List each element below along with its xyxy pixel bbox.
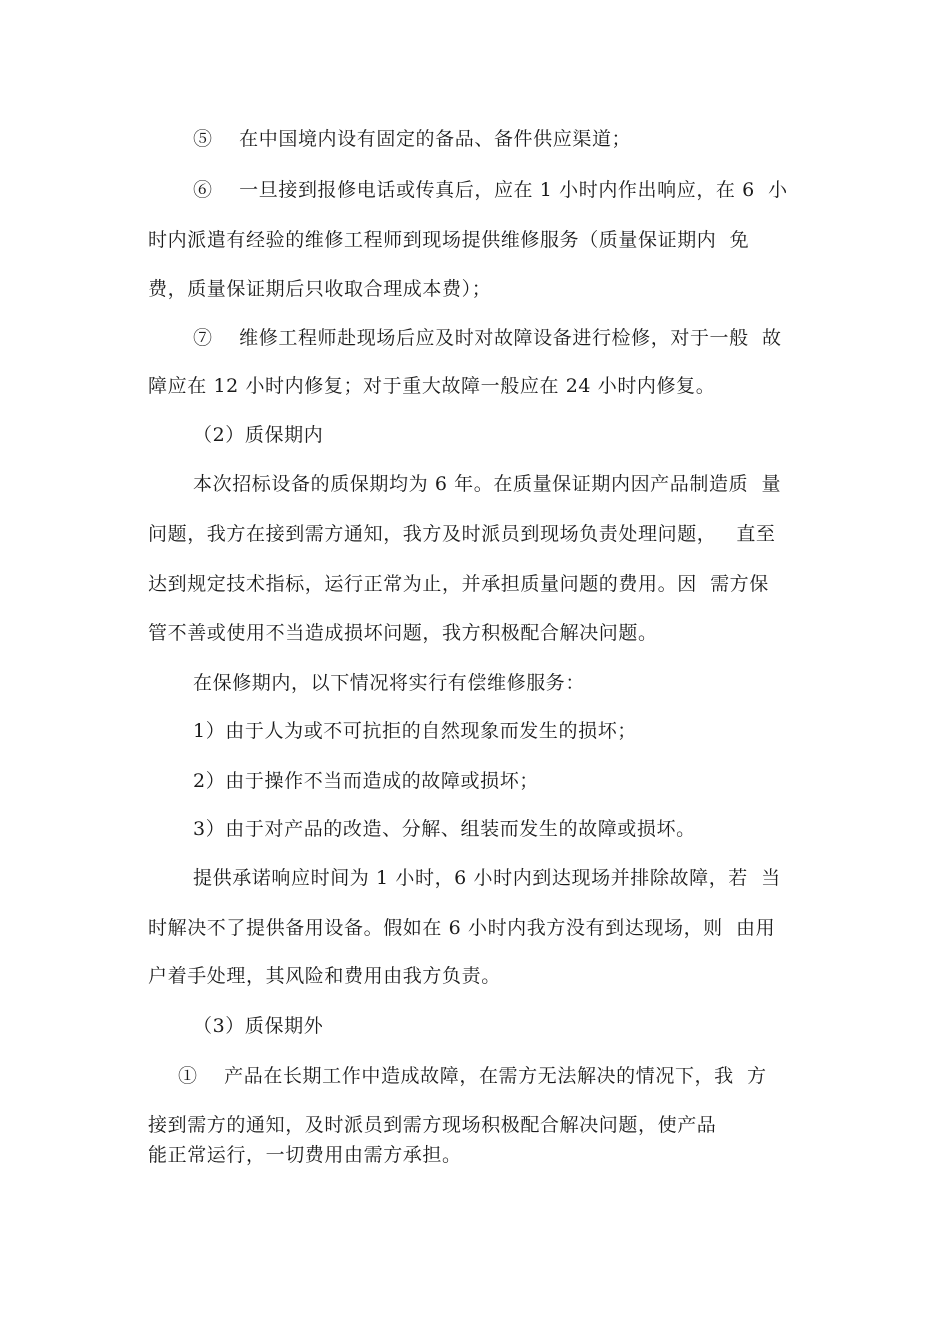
response-paragraph-line-2: 时解决不了提供备用设备。假如在 6 小时内我方没有到达现场，则 由用 xyxy=(148,917,776,939)
paid-service-item-1: 1）由于人为或不可抗拒的自然现象而发生的损坏； xyxy=(193,720,637,742)
response-paragraph-line-3: 户着手处理，其风险和费用由我方负责。 xyxy=(148,965,501,987)
item-5-line: ⑤ 在中国境内设有固定的备品、备件供应渠道； xyxy=(193,128,632,150)
section-3-heading: （3）质保期外 xyxy=(193,1015,324,1037)
item-7-line-1: ⑦ 维修工程师赴现场后应及时对故障设备进行检修，对于一般 故 xyxy=(193,327,782,349)
paid-service-intro: 在保修期内，以下情况将实行有偿维修服务： xyxy=(193,672,586,694)
warranty-paragraph-line-2: 问题，我方在接到需方通知，我方及时派员到现场负责处理问题， 直至 xyxy=(148,523,776,545)
item-6-line-1: ⑥ 一旦接到报修电话或传真后，应在 1 小时内作出响应，在 6 小 xyxy=(193,179,788,201)
item-6-line-3: 费，质量保证期后只收取合理成本费）； xyxy=(148,278,492,300)
warranty-paragraph-line-1: 本次招标设备的质保期均为 6 年。在质量保证期内因产品制造质 量 xyxy=(193,473,782,495)
item-1-line-1: ① 产品在长期工作中造成故障，在需方无法解决的情况下，我 方 xyxy=(178,1065,767,1087)
warranty-paragraph-line-3: 达到规定技术指标，运行正常为止，并承担质量问题的费用。因 需方保 xyxy=(148,573,769,595)
item-7-line-2: 障应在 12 小时内修复；对于重大故障一般应在 24 小时内修复。 xyxy=(148,375,716,397)
warranty-paragraph-line-4: 管不善或使用不当造成损坏问题，我方积极配合解决问题。 xyxy=(148,622,658,644)
item-6-line-2: 时内派遣有经验的维修工程师到现场提供维修服务（质量保证期内 免 xyxy=(148,229,750,251)
item-1-line-2: 接到需方的通知，及时派员到需方现场积极配合解决问题，使产品 xyxy=(148,1114,717,1136)
paid-service-item-3: 3）由于对产品的改造、分解、组装而发生的故障或损坏。 xyxy=(193,818,696,840)
item-1-line-3: 能正常运行，一切费用由需方承担。 xyxy=(148,1144,462,1166)
response-paragraph-line-1: 提供承诺响应时间为 1 小时，6 小时内到达现场并排除故障，若 当 xyxy=(193,867,781,889)
section-2-heading: （2）质保期内 xyxy=(193,424,324,446)
paid-service-item-2: 2）由于操作不当而造成的故障或损坏； xyxy=(193,770,539,792)
